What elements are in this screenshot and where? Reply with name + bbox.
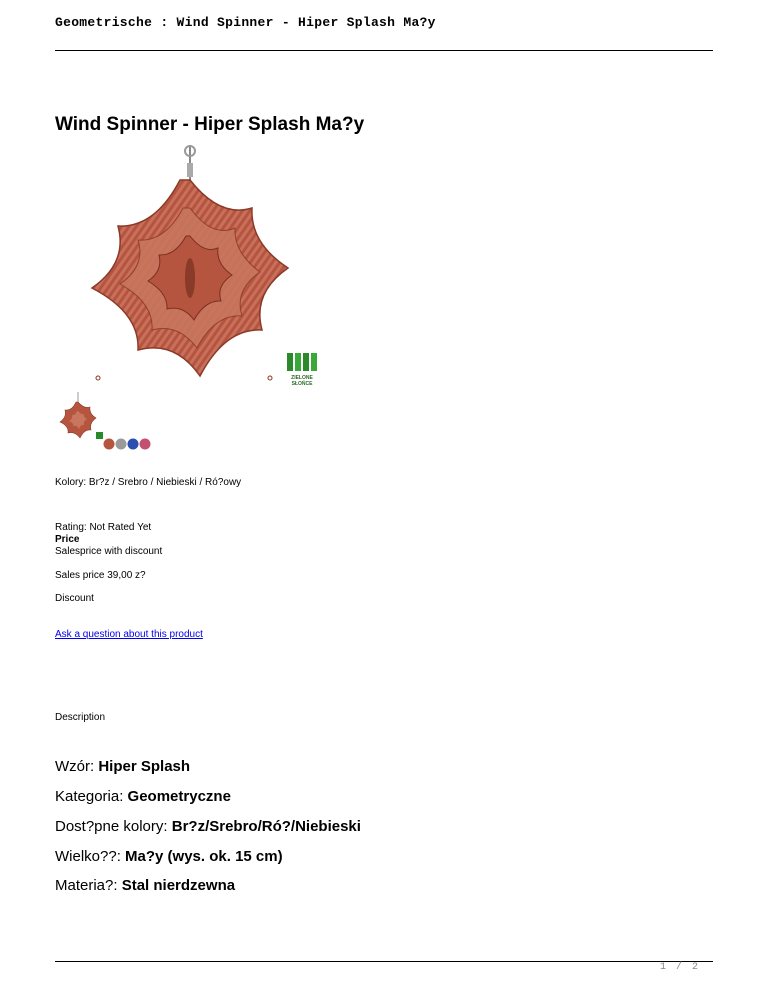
price-label: Price — [55, 534, 80, 545]
spec-label: Dost?pne kolory: — [55, 818, 172, 835]
spec-category — [55, 788, 231, 806]
spec-value: Hiper Splash — [98, 758, 191, 775]
spec-label: Materia?: — [55, 877, 122, 894]
spec-size — [55, 848, 283, 866]
color-dot-silver — [116, 439, 127, 450]
spec-label: Wzór: — [55, 758, 99, 775]
page-header-title: Geometrische : Wind Spinner - Hiper Splash Ma?y — [55, 15, 436, 30]
zielone-slonce-logo — [285, 351, 319, 387]
page-number: 1 / 2 — [660, 962, 701, 973]
spec-value: Br?z/Srebro/Ró?/Niebieski — [171, 818, 361, 835]
color-dot-bronze — [104, 439, 115, 450]
spec-pattern — [55, 758, 190, 776]
rating: Rating: Not Rated Yet — [55, 522, 152, 533]
ask-question-link[interactable]: Ask a question about this product — [55, 629, 203, 640]
spec-material — [55, 877, 235, 895]
spec-label: Kategoria: — [55, 788, 128, 805]
color-dot-pink — [140, 439, 151, 450]
sales-price: Sales price 39,00 z? — [55, 570, 146, 581]
logo-text-top: ZIELONE — [291, 375, 313, 381]
spec-value: Ma?y (wys. ok. 15 cm) — [125, 848, 283, 865]
spec-label: Wielko??: — [55, 848, 126, 865]
spec-value: Geometryczne — [127, 788, 231, 805]
product-title: Wind Spinner - Hiper Splash Ma?y — [55, 114, 365, 135]
color-dot-blue — [128, 439, 139, 450]
spinner-petals — [92, 180, 288, 376]
logo-text-bottom: SŁOŃCE — [291, 381, 313, 387]
colors-line: Kolory: Br?z / Srebro / Niebieski / Ró?owy — [55, 477, 242, 488]
product-main-image[interactable] — [80, 143, 330, 393]
spec-available-colors — [55, 818, 361, 836]
color-variants-thumbnail[interactable] — [103, 437, 153, 451]
salesprice-label: Salesprice with discount — [55, 546, 163, 557]
header-divider — [55, 50, 713, 51]
footer-divider — [55, 961, 713, 962]
spec-value: Stal nierdzewna — [121, 877, 236, 894]
description-label: Description — [55, 712, 106, 723]
discount-label: Discount — [55, 593, 94, 604]
product-thumbnail[interactable] — [55, 392, 107, 444]
